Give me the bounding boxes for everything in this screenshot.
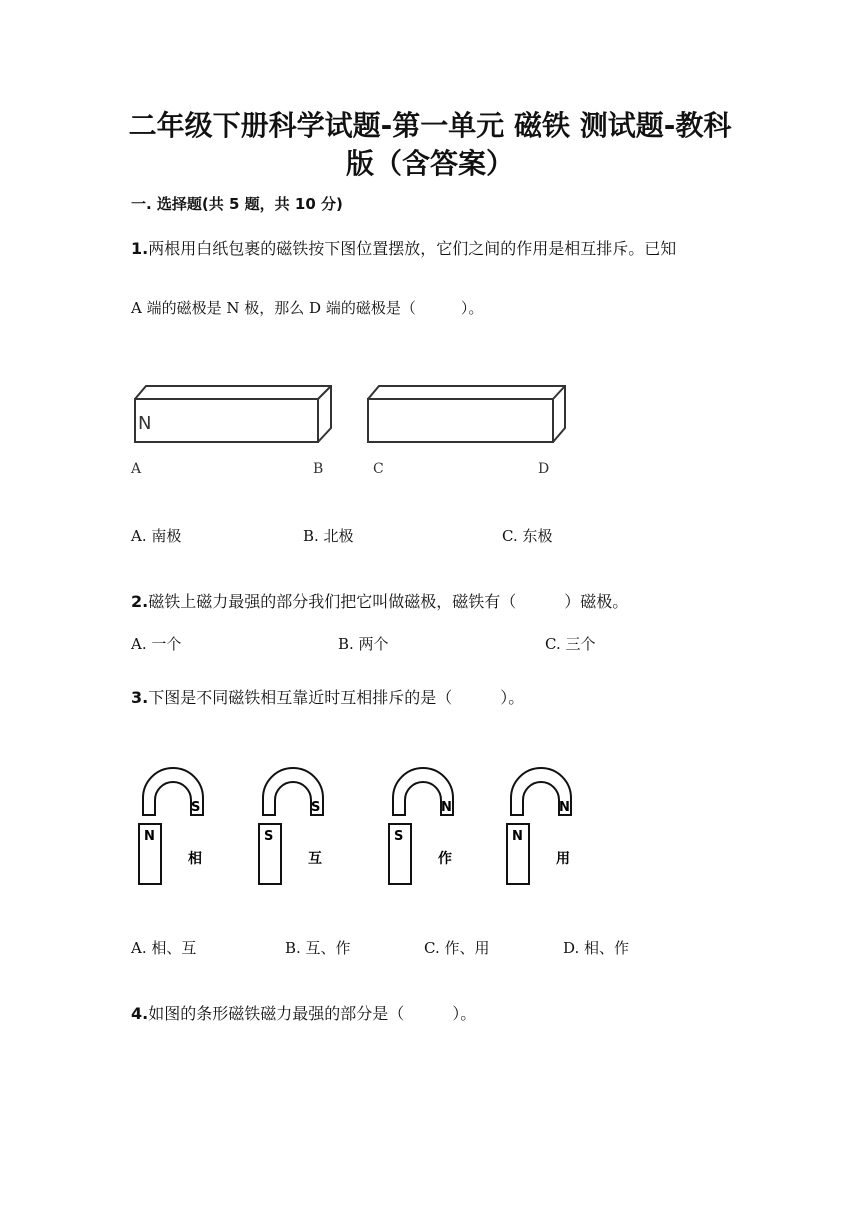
bar-magnet-left [135, 399, 318, 442]
horseshoe-pole-label: N [441, 800, 452, 815]
question-text: 如图的条形磁铁磁力最强的部分是（ ）。 [148, 1004, 477, 1023]
section-heading: 一. 选择题(共 5 题，共 10 分) [131, 195, 343, 213]
q2-option-b[interactable]: B. 两个 [338, 635, 389, 653]
question-number: 4. [131, 1004, 149, 1023]
end-label-c: C [373, 461, 384, 477]
q3-option-d[interactable]: D. 相、作 [563, 939, 630, 957]
question-text: 磁铁上磁力最强的部分我们把它叫做磁极，磁铁有（ ）磁极。 [148, 592, 629, 611]
q1-option-c[interactable]: C. 东极 [502, 527, 553, 545]
pole-letter-n: N [138, 413, 152, 434]
question-2 [131, 589, 628, 612]
q2-option-c[interactable]: C. 三个 [545, 635, 596, 653]
magnet-caption: 作 [438, 851, 452, 867]
bar-magnet-right [368, 399, 553, 442]
magnet-pair-3 [389, 768, 453, 884]
bar-pole-label: S [264, 829, 274, 844]
bar-magnet-left-top [135, 386, 331, 442]
q3-option-a[interactable]: A. 相、互 [131, 939, 197, 957]
magnet-caption: 相 [188, 851, 202, 867]
horseshoe-magnets-figure [125, 760, 595, 895]
end-label-a: A [131, 461, 142, 477]
q1-option-a[interactable]: A. 南极 [131, 527, 182, 545]
q3-option-c[interactable]: C. 作、用 [424, 939, 490, 957]
magnet-caption: 互 [308, 851, 322, 867]
magnet-pair-4 [507, 768, 571, 884]
page-title: 二年级下册科学试题-第一单元 磁铁 测试题-教科 [128, 109, 732, 142]
page-title-line2: 版（含答案） [345, 147, 514, 180]
bar-magnet-right-top [368, 386, 565, 442]
horseshoe-pole-label: N [559, 800, 570, 815]
q2-option-a[interactable]: A. 一个 [131, 635, 182, 653]
question-1 [131, 236, 676, 259]
magnet-pair-2 [259, 768, 323, 884]
end-label-b: B [313, 461, 324, 477]
horseshoe-pole-label: S [191, 800, 201, 815]
bar-pole-label: N [144, 829, 155, 844]
question-number: 2. [131, 592, 149, 611]
horseshoe-pole-label: S [311, 800, 321, 815]
bar-pole-label: S [394, 829, 404, 844]
end-label-d: D [538, 461, 550, 477]
question-1-line2: A 端的磁极是 N 极，那么 D 端的磁极是（ ）。 [131, 299, 484, 317]
bar-pole-label: N [512, 829, 523, 844]
magnet-caption: 用 [556, 851, 570, 867]
q1-option-b[interactable]: B. 北极 [303, 527, 354, 545]
question-number: 1. [131, 239, 149, 258]
q3-option-b[interactable]: B. 互、作 [285, 939, 351, 957]
question-text: 两根用白纸包裹的磁铁按下图位置摆放，它们之间的作用是相互排斥。已知 [148, 239, 677, 258]
magnet-pair-1 [139, 768, 203, 884]
question-3 [131, 685, 524, 708]
question-text: 下图是不同磁铁相互靠近时互相排斥的是（ ）。 [148, 688, 525, 707]
question-number: 3. [131, 688, 149, 707]
question-4 [131, 1001, 476, 1024]
bar-magnets-figure [125, 375, 575, 450]
